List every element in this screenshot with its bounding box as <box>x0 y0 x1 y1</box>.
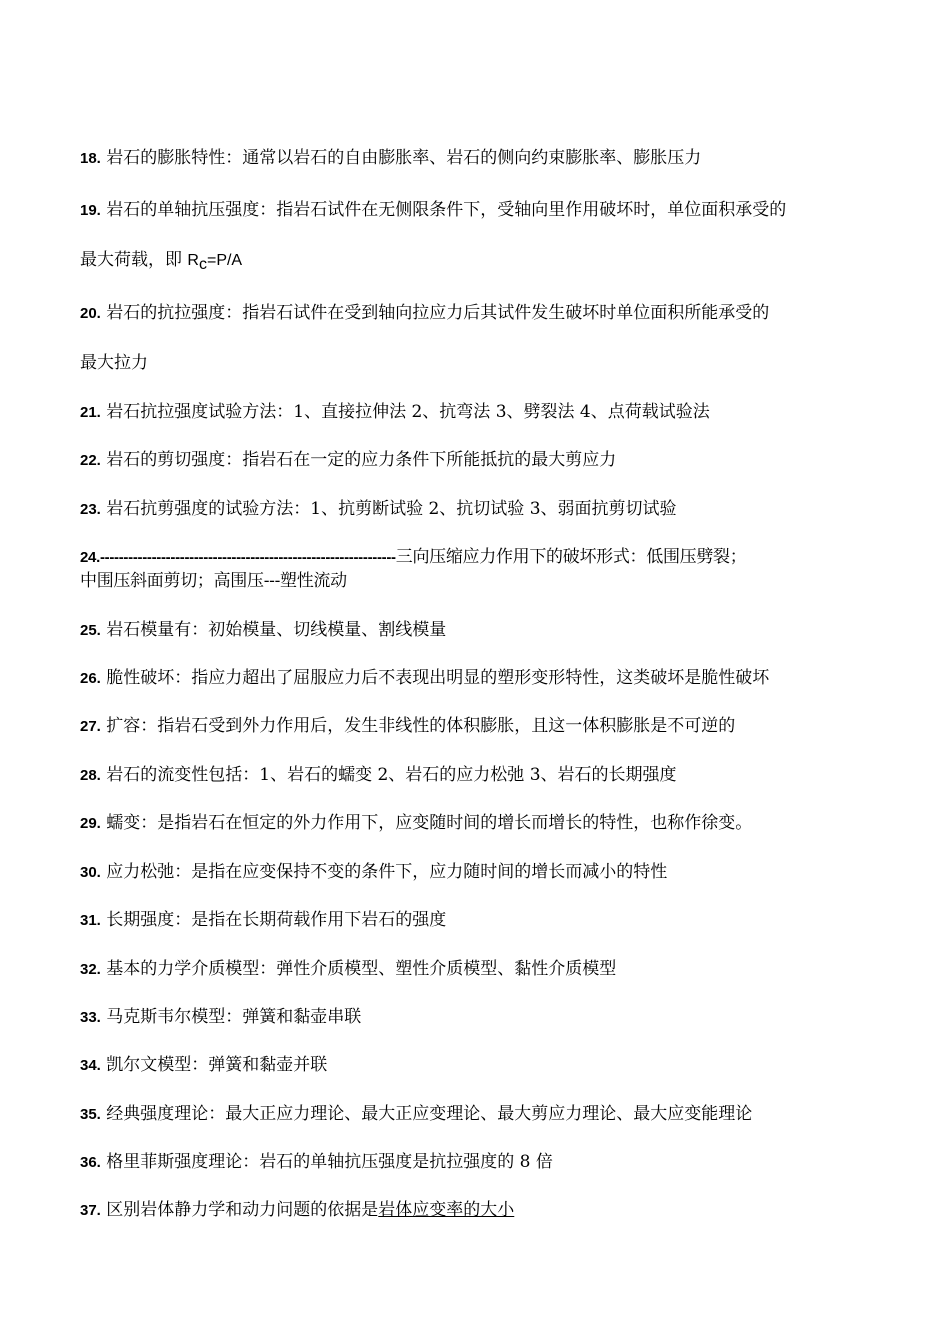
list-item-18 <box>80 148 880 169</box>
list-item-33 <box>80 1007 880 1028</box>
item-text: 经典强度理论：最大正应力理论、最大正应变理论、最大剪应力理论、最大应变能理论 <box>106 1104 753 1124</box>
item-number: 26. <box>80 670 101 687</box>
formula-r: R <box>187 252 199 269</box>
list-item-26 <box>80 668 880 689</box>
list-item-19 <box>80 200 880 273</box>
list-item-32 <box>80 959 880 980</box>
item-text: 长期强度：是指在长期荷载作用下岩石的强度 <box>106 910 447 930</box>
item-number: 29. <box>80 815 101 832</box>
item-number: 28. <box>80 767 101 784</box>
formula-rest: =P/A <box>206 252 243 269</box>
underlined-answer: 岩体应变率的大小 <box>378 1200 515 1220</box>
item-number: 36. <box>80 1154 101 1171</box>
item-text: 蠕变：是指岩石在恒定的外力作用下，应变随时间的增长而增长的特性，也称作徐变。 <box>106 813 753 833</box>
item-text: 岩石模量有：初始模量、切线模量、割线模量 <box>106 620 447 640</box>
item-text: 岩石的单轴抗压强度：指岩石试件在无侧限条件下，受轴向里作用破坏时，单位面积承受的 <box>106 200 787 220</box>
list-item-28 <box>80 765 880 786</box>
formula-subscript: c <box>198 256 207 273</box>
list-item-23 <box>80 499 880 520</box>
list-item-37 <box>80 1200 880 1221</box>
item-text: 区别岩体静力学和动力问题的依据是 <box>106 1200 379 1220</box>
item-number: 21. <box>80 404 101 421</box>
item-number: 25. <box>80 622 101 639</box>
item-number: 30. <box>80 864 101 881</box>
list-item-21 <box>80 402 880 423</box>
item-continuation <box>80 250 242 275</box>
list-item-29 <box>80 813 880 834</box>
continuation-text: 最大荷载，即 <box>80 250 188 270</box>
item-number: 34. <box>80 1057 101 1074</box>
list-item-35 <box>80 1104 880 1125</box>
item-text: 三向压缩应力作用下的破坏形式：低围压劈裂； <box>395 547 747 567</box>
item-text: 岩石抗拉强度试验方法：1、直接拉伸法 2、抗弯法 3、劈裂法 4、点荷载试验法 <box>106 402 710 422</box>
item-text: 马克斯韦尔模型：弹簧和黏壶串联 <box>106 1007 362 1027</box>
item-continuation: 最大拉力 <box>80 353 148 373</box>
item-text: 岩石抗剪强度的试验方法：1、抗剪断试验 2、抗切试验 3、弱面抗剪切试验 <box>106 499 677 519</box>
item-text: 格里菲斯强度理论：岩石的单轴抗压强度是抗拉强度的 8 倍 <box>106 1152 553 1172</box>
list-item-25 <box>80 620 880 641</box>
item-number: 33. <box>80 1009 101 1026</box>
list-item-27 <box>80 716 880 737</box>
item-text: 扩容：指岩石受到外力作用后，发生非线性的体积膨胀，且这一体积膨胀是不可逆的 <box>106 716 736 736</box>
item-number: 35. <box>80 1106 101 1123</box>
item-number: 23. <box>80 501 101 518</box>
list-item-20 <box>80 303 880 373</box>
item-text: 岩石的抗拉强度：指岩石试件在受到轴向拉应力后其试件发生破坏时单位面积所能承受的 <box>106 303 770 323</box>
list-item-34 <box>80 1055 880 1076</box>
item-number: 19. <box>80 202 101 219</box>
item-number: 20. <box>80 305 101 322</box>
list-item-36 <box>80 1152 880 1173</box>
item-number: 18. <box>80 150 101 167</box>
item-text: 岩石的剪切强度：指岩石在一定的应力条件下所能抵抗的最大剪应力 <box>106 450 617 470</box>
item-number: 32. <box>80 961 101 978</box>
list-item-31 <box>80 910 880 931</box>
item-number: 31. <box>80 912 101 929</box>
item-continuation: 中围压斜面剪切；高围压---塑性流动 <box>80 571 347 591</box>
item-number: 27. <box>80 718 101 735</box>
list-item-24 <box>80 547 880 591</box>
item-number: 22. <box>80 452 101 469</box>
item-text: 岩石的膨胀特性：通常以岩石的自由膨胀率、岩石的侧向约束膨胀率、膨胀压力 <box>106 148 702 168</box>
list-item-30 <box>80 862 880 883</box>
item-text: 脆性破坏：指应力超出了屈服应力后不表现出明显的塑形变形特性，这类破坏是脆性破坏 <box>106 668 770 688</box>
item-number: 24.--------------------------------------------------------------- <box>80 549 396 566</box>
item-text: 基本的力学介质模型：弹性介质模型、塑性介质模型、黏性介质模型 <box>106 959 617 979</box>
item-text: 岩石的流变性包括：1、岩石的蠕变 2、岩石的应力松弛 3、岩石的长期强度 <box>106 765 677 785</box>
item-text: 应力松弛：是指在应变保持不变的条件下，应力随时间的增长而减小的特性 <box>106 862 668 882</box>
list-item-22 <box>80 450 880 471</box>
item-text: 凯尔文模型：弹簧和黏壶并联 <box>106 1055 328 1075</box>
item-number: 37. <box>80 1202 101 1219</box>
